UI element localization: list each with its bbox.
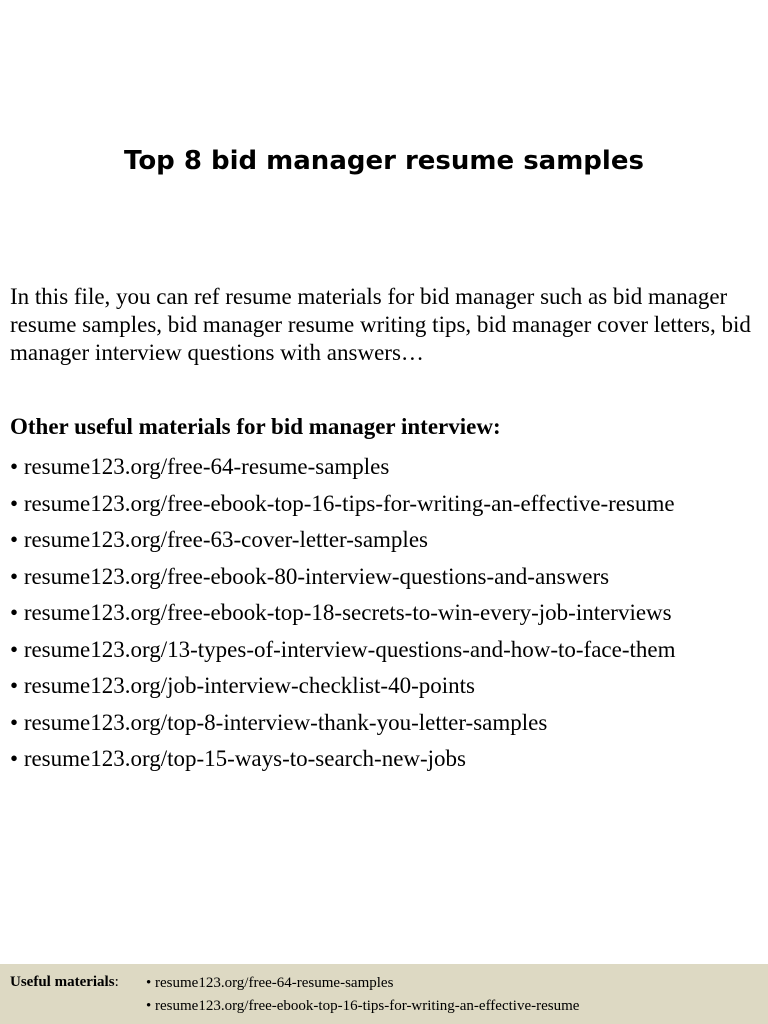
list-item: [10, 449, 765, 486]
material-link[interactable]: resume123.org/free-63-cover-letter-samples: [23, 527, 428, 552]
list-item: [10, 741, 765, 778]
material-link[interactable]: resume123.org/free-ebook-top-18-secrets-to-win-every-job-interviews: [23, 600, 672, 625]
footer-link[interactable]: resume123.org/free-64-resume-samples: [155, 975, 394, 991]
footer-bar: [0, 964, 768, 1024]
footer-label: [10, 972, 119, 992]
list-item: [10, 595, 765, 632]
material-link[interactable]: resume123.org/13-types-of-interview-questions-and-how-to-face-them: [23, 636, 676, 662]
list-item: [10, 486, 765, 523]
page-title: Top 8 bid manager resume samples: [124, 146, 644, 176]
list-item: [10, 705, 765, 742]
bullet: •: [10, 746, 19, 771]
footer-label-text: Useful materials: [10, 974, 115, 990]
list-item: [10, 522, 765, 559]
footer-separator: :: [114, 974, 119, 990]
bullet: •: [146, 975, 152, 991]
footer-link-list: [146, 972, 579, 1018]
footer-link[interactable]: resume123.org/free-ebook-top-16-tips-for-writing-an-effective-resume: [155, 998, 580, 1014]
material-link[interactable]: resume123.org/free-ebook-80-interview-questions-and-answers: [23, 563, 610, 589]
other-materials-heading: Other useful materials for bid manager interview:: [10, 414, 501, 439]
material-link[interactable]: resume123.org/top-15-ways-to-search-new-jobs: [23, 746, 467, 771]
bullet: •: [10, 636, 19, 662]
bullet: •: [10, 673, 19, 698]
bullet: •: [10, 563, 19, 589]
footer-list-item: [146, 972, 579, 995]
bullet: •: [146, 998, 152, 1014]
intro-paragraph: In this file, you can ref resume materials for bid manager such as bid manager resume samples, bid manager resume writing tips, bid manager cover letters, bid manager interview questions with answers…: [10, 284, 751, 365]
bullet: •: [10, 490, 19, 516]
bullet: •: [10, 527, 19, 552]
bullet: •: [10, 454, 19, 479]
list-item: [10, 559, 765, 596]
material-link[interactable]: resume123.org/free-ebook-top-16-tips-for-writing-an-effective-resume: [23, 490, 675, 516]
list-item: [10, 668, 765, 705]
list-item: [10, 632, 765, 669]
material-link[interactable]: resume123.org/free-64-resume-samples: [23, 454, 390, 479]
material-link[interactable]: resume123.org/top-8-interview-thank-you-letter-samples: [23, 709, 548, 735]
bullet: •: [10, 709, 19, 735]
bullet: •: [10, 600, 19, 625]
footer-list-item: [146, 995, 579, 1018]
material-link[interactable]: resume123.org/job-interview-checklist-40-points: [23, 673, 475, 698]
materials-link-list: [10, 449, 765, 778]
